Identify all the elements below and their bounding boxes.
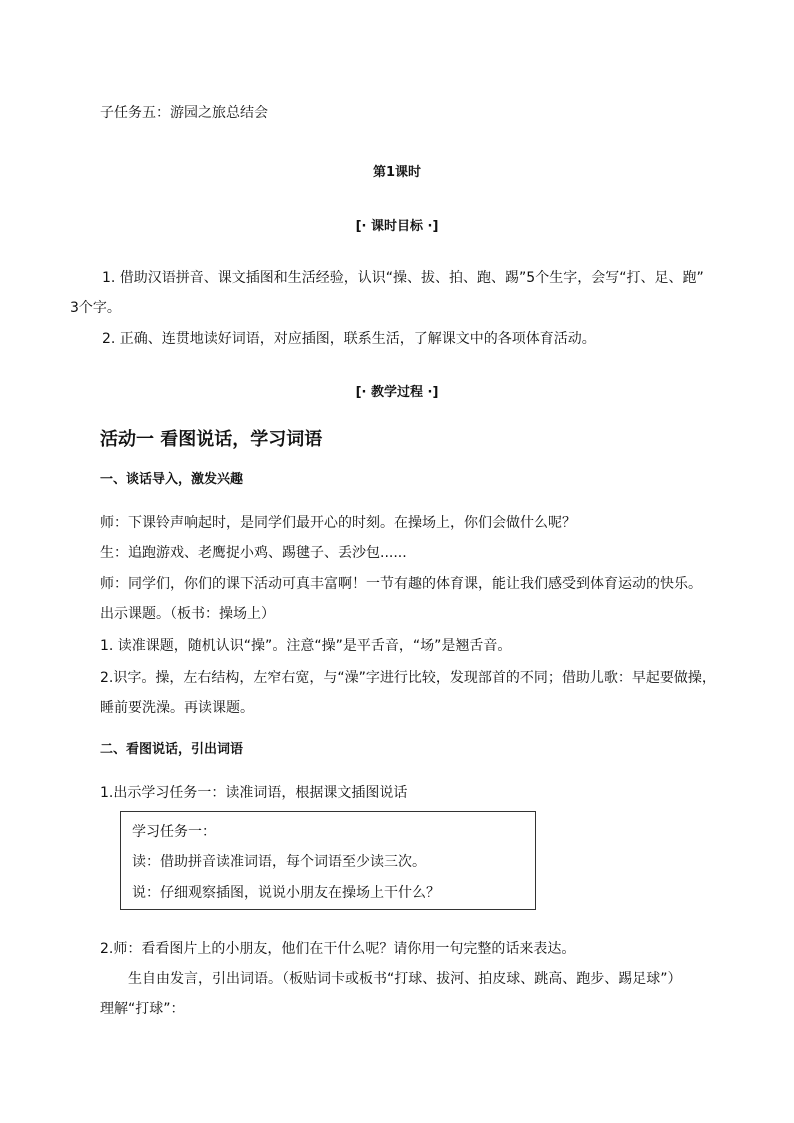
lesson-title: 第1课时 (372, 165, 422, 180)
goal-2: 2. 正确、连贯地读好词语，对应插图，联系生活，了解课文中的各项体育活动。 (102, 331, 596, 347)
task-box-title: 学习任务一： (132, 824, 216, 840)
task-box-read: 读：借助拼音读准词语，每个词语至少读三次。 (132, 854, 426, 870)
paragraph-topic: 出示课题。（板书：操场上） (100, 606, 275, 622)
paragraph-teacher-2: 师：同学们，你们的课下活动可真丰富啊！一节有趣的体育课，能让我们感受到体育运动的快乐。 (100, 576, 702, 592)
process-header: [· 教学过程 ·] (355, 385, 439, 400)
paragraph-student-1: 生：追跑游戏、老鹰捉小鸡、踢毽子、丢沙包...... (100, 545, 407, 561)
task-intro: 1.出示学习任务一：读准词语，根据课文插图说话 (100, 785, 408, 801)
activity-1-heading: 活动一 看图说话，学习词语 (100, 429, 323, 450)
section-1-heading: 一、谈话导入，激发兴趣 (100, 472, 244, 487)
paragraph-teacher-1: 师：下课铃声响起时，是同学们最开心的时刻。在操场上，你们会做什么呢？ (100, 515, 576, 531)
paragraph-understand: 理解“打球”： (100, 1001, 185, 1017)
paragraph-literacy-line-2: 睡前要洗澡。再读课题。 (100, 700, 254, 716)
paragraph-teacher-3: 2.师：看看图片上的小朋友，他们在干什么呢？请你用一句完整的话来表达。 (100, 941, 576, 957)
section-2-heading: 二、看图说话，引出词语 (100, 742, 244, 757)
paragraph-read-title: 1. 读准课题，随机认识“操”。注意“操”是平舌音，“场”是翘舌音。 (100, 638, 512, 654)
goal-1-line-1: 1. 借助汉语拼音、课文插图和生活经验，认识“操、拔、拍、跑、踢”5个生字，会写“打、足、跑” (102, 270, 704, 286)
subtask-heading: 子任务五：游园之旅总结会 (100, 105, 268, 121)
goal-1-line-2: 3个字。 (70, 300, 121, 316)
paragraph-literacy-line-1: 2.识字。操，左右结构，左窄右宽，与“澡”字进行比较，发现部首的不同；借助儿歌：早起要做操， (100, 670, 716, 686)
paragraph-student-2: 生自由发言，引出词语。（板贴词卡或板书“打球、拔河、拍皮球、跳高、跑步、踢足球”） (128, 971, 682, 987)
task-box-say: 说：仔细观察插图，说说小朋友在操场上干什么？ (132, 885, 440, 901)
goals-header: [· 课时目标 ·] (355, 219, 439, 234)
